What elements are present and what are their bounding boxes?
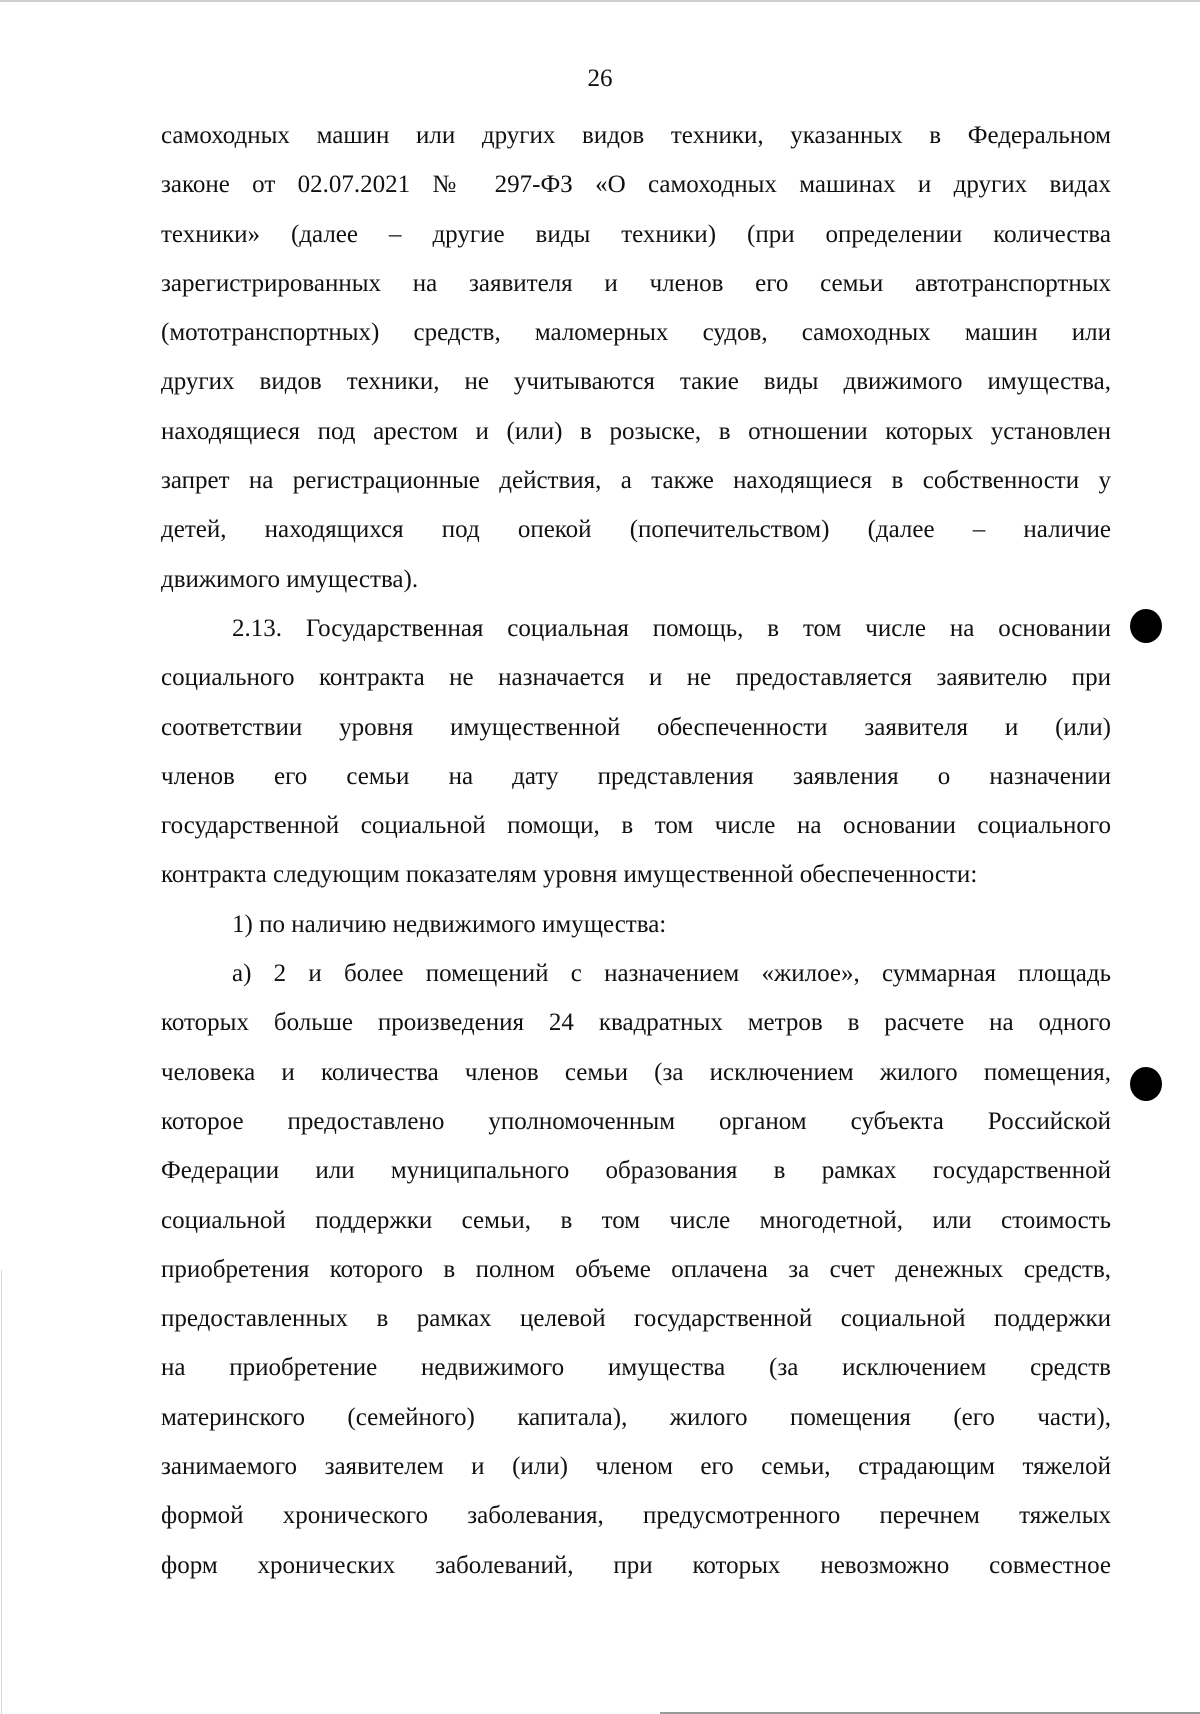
text-line: находящиеся под арестом и (или) в розыске, в отношении которых установлен (161, 417, 1111, 445)
text-line: социального контракта не назначается и не предоставляется заявителю при (161, 664, 1111, 692)
text-line: форм хронических заболеваний, при которых невозможно совместное (161, 1551, 1111, 1579)
body-text (161, 111, 1111, 1590)
punch-hole-mark (1130, 1067, 1162, 1101)
text-line: соответствии уровня имущественной обеспеченности заявителя и (или) (161, 713, 1111, 741)
paragraph-2-13 (161, 604, 1111, 900)
text-line: Федерации или муниципального образования в рамках государственной (161, 1157, 1111, 1185)
text-line: а) 2 и более помещений с назначением «жилое», суммарная площадь (232, 960, 1111, 988)
text-line: техники» (далее – другие виды техники) (при определении количества (161, 220, 1111, 248)
text-line: 2.13. Государственная социальная помощь, в том числе на основании (232, 614, 1111, 642)
text-line: социальной поддержки семьи, в том числе многодетной, или стоимость (161, 1206, 1111, 1234)
text-line: 1) по наличию недвижимого имущества: (232, 910, 667, 938)
paragraph-movable-property (161, 111, 1111, 604)
text-line: законе от 02.07.2021 № 297-ФЗ «О самоходных машинах и других видах (161, 171, 1111, 199)
text-line: других видов техники, не учитываются такие виды движимого имущества, (161, 368, 1111, 396)
text-line: которых больше произведения 24 квадратных метров в расчете на одного (161, 1009, 1111, 1037)
text-line: предоставленных в рамках целевой государственной социальной поддержки (161, 1305, 1111, 1333)
text-line: на приобретение недвижимого имущества (за исключением средств (161, 1354, 1111, 1382)
paragraph-subitem-a (161, 949, 1111, 1590)
text-line: движимого имущества). (161, 565, 419, 593)
page-number: 26 (587, 65, 613, 92)
scan-edge-left (1, 1270, 2, 1714)
text-line: (мототранспортных) средств, маломерных судов, самоходных машин или (161, 319, 1111, 347)
scan-edge-top (0, 0, 1200, 2)
text-line: государственной социальной помощи, в том числе на основании социального (161, 812, 1111, 840)
text-line: занимаемого заявителем и (или) членом его семьи, страдающим тяжелой (161, 1453, 1111, 1481)
text-line: материнского (семейного) капитала), жилого помещения (его части), (161, 1403, 1111, 1431)
text-line: контракта следующим показателям уровня имущественной обеспеченности: (161, 861, 978, 889)
text-line: которое предоставлено уполномоченным органом субъекта Российской (161, 1107, 1111, 1135)
punch-hole-mark (1130, 609, 1162, 643)
text-line: детей, находящихся под опекой (попечительством) (далее – наличие (161, 516, 1111, 544)
text-line: приобретения которого в полном объеме оплачена за счет денежных средств, (161, 1255, 1111, 1283)
paragraph-item-1 (161, 900, 1111, 949)
text-line: самоходных машин или других видов техники, указанных в Федеральном (161, 122, 1111, 149)
text-line: запрет на регистрационные действия, а также находящиеся в собственности у (161, 467, 1111, 495)
text-line: формой хронического заболевания, предусмотренного перечнем тяжелых (161, 1502, 1111, 1530)
text-line: членов его семьи на дату представления заявления о назначении (161, 762, 1111, 790)
text-line: зарегистрированных на заявителя и членов его семьи автотранспортных (161, 269, 1111, 297)
text-line: человека и количества членов семьи (за исключением жилого помещения, (161, 1058, 1111, 1086)
